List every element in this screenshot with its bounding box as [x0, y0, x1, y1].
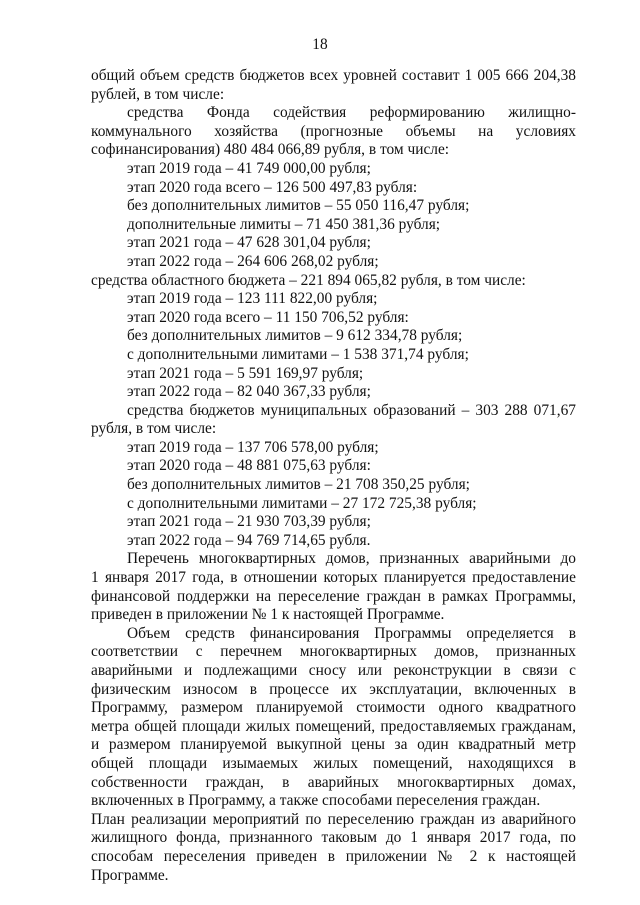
text-line: рублей, в том числе:	[91, 85, 225, 103]
paragraph-line: включенных в Программу, а также способами переселения граждан.	[91, 792, 541, 810]
list-item: этап 2021 года – 21 930 703,39 рубля;	[127, 513, 371, 531]
paragraph-line: Программу, размером планируемой стоимости одного квадратного	[91, 699, 576, 717]
paragraph-line: приведен в приложении № 1 к настоящей Программе.	[91, 606, 445, 624]
paragraph-line: соответствии с перечнем многоквартирных домов, признанных	[91, 643, 576, 661]
list-item: без дополнительных лимитов – 55 050 116,47 рубля;	[127, 197, 470, 215]
paragraph-line: Перечень многоквартирных домов, признанных аварийными до	[127, 550, 576, 568]
paragraph-line: Объем средств финансирования Программы определяется в	[127, 624, 576, 642]
list-item: этап 2021 года – 5 591 169,97 рубля;	[127, 364, 364, 382]
text-line: общий объем средств бюджетов всех уровней составит 1 005 666 204,38	[91, 67, 576, 84]
list-item: этап 2019 года – 137 706 578,00 рубля;	[127, 438, 379, 456]
paragraph-line: финансовой поддержки на переселение граждан в рамках Программы,	[91, 587, 576, 605]
text-line: средства областного бюджета – 221 894 065,82 рубля, в том числе:	[91, 271, 526, 289]
document-body	[91, 67, 576, 885]
list-item: с дополнительными лимитами – 27 172 725,38 рубля;	[127, 494, 477, 512]
list-item: этап 2020 года всего – 11 150 706,52 рубля:	[127, 308, 409, 326]
paragraph-line: аварийными и подлежащими сносу или реконструкции в связи с	[91, 662, 576, 679]
paragraph-line: физическим износом в процессе их эксплуатации, включенных в	[91, 680, 576, 698]
paragraph-line: общей площади изымаемых жилых помещений, находящихся в	[91, 754, 576, 772]
list-item: без дополнительных лимитов – 9 612 334,78 рубля;	[127, 327, 463, 345]
list-item: этап 2020 года – 48 881 075,63 рубля:	[127, 457, 371, 475]
text-line: рубля, в том числе:	[91, 420, 217, 438]
paragraph-line: Программе.	[91, 866, 169, 884]
paragraph-line: 1 января 2017 года, в отношении которых планируется предоставление	[91, 569, 576, 587]
text-line: софинансирования) 480 484 066,89 рубля, в том числе:	[91, 141, 450, 159]
paragraph-line: и размером планируемой выкупной цены за один квадратный метр	[91, 736, 576, 754]
text-line: средства бюджетов муниципальных образований – 303 288 071,67	[127, 401, 576, 419]
page-number: 18	[312, 36, 328, 53]
list-item: этап 2021 года – 47 628 301,04 рубля;	[127, 234, 371, 252]
list-item: этап 2019 года – 123 111 822,00 рубля;	[127, 290, 378, 308]
paragraph-line: способам переселения приведен в приложении № 2 к настоящей	[91, 847, 576, 865]
paragraph-line: собственности граждан, в аварийных многоквартирных домах,	[91, 773, 576, 791]
paragraph-line: метра общей площади жилых помещений, предоставляемых гражданам,	[91, 717, 576, 735]
paragraph-line: План реализации мероприятий по переселению граждан из аварийного	[91, 810, 576, 828]
list-item: этап 2020 года всего – 126 500 497,83 рубля:	[127, 178, 418, 196]
text-line: коммунального хозяйства (прогнозные объемы на условиях	[91, 122, 576, 140]
list-item: этап 2022 года – 94 769 714,65 рубля.	[127, 531, 371, 549]
list-item: этап 2019 года – 41 749 000,00 рубля;	[127, 159, 371, 177]
list-item: без дополнительных лимитов – 21 708 350,25 рубля;	[127, 476, 470, 494]
list-item: этап 2022 года – 82 040 367,33 рубля;	[127, 383, 371, 401]
paragraph-line: жилищного фонда, признанного таковым до 1 января 2017 года, по	[91, 829, 576, 847]
list-item: дополнительные лимиты – 71 450 381,36 рубля;	[127, 215, 441, 233]
list-item: этап 2022 года – 264 606 268,02 рубля;	[127, 252, 379, 270]
list-item: с дополнительными лимитами – 1 538 371,74 рубля;	[127, 345, 469, 363]
text-line: средства Фонда содействия реформированию жилищно-	[127, 104, 576, 122]
